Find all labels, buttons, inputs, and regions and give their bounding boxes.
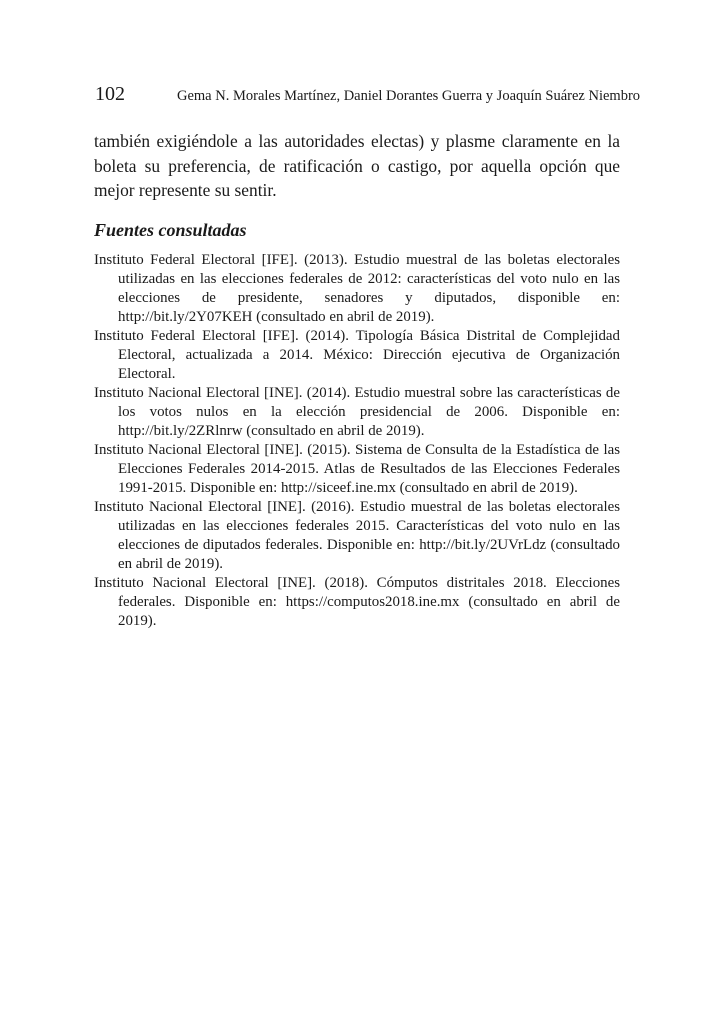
- body-paragraph: también exigiéndole a las autoridades electas) y plasme claramente en la boleta su preferencia, de ratificación o castigo, por aquella opción que mejor represente su sentir.: [94, 131, 620, 200]
- reference-item: Instituto Nacional Electoral [INE]. (2018). Cómputos distritales 2018. Elecciones federales. Disponible en: https://computos2018.ine.mx (consultado en abril de 2019).: [94, 575, 620, 629]
- reference-item: Instituto Nacional Electoral [INE]. (2016). Estudio muestral de las boletas electorales utilizadas en las elecciones federales 2015. Características del voto nulo en las elecciones de diputados federales. Disponible en: http://bit.ly/2UVrLdz (consultado en abril de 2019).: [94, 499, 620, 572]
- page-number: 102: [95, 83, 125, 105]
- section-heading: Fuentes consultadas: [94, 220, 247, 240]
- running-head: Gema N. Morales Martínez, Daniel Dorantes Guerra y Joaquín Suárez Niembro: [177, 88, 641, 104]
- reference-item: Instituto Nacional Electoral [INE]. (2014). Estudio muestral sobre las características de los votos nulos en la elección presidencial de 2006. Disponible en: http://bit.ly/2ZRlnrw (consultado en abril de 2019).: [94, 385, 620, 439]
- reference-item: Instituto Federal Electoral [IFE]. (2013). Estudio muestral de las boletas electorales utilizadas en las elecciones federales de 2012: características del voto nulo en las elecciones de presidente, senadores y diputados, disponible en: http://bit.ly/2Y07KEH (consultado en abril de 2019).: [94, 252, 620, 325]
- reference-item: Instituto Federal Electoral [IFE]. (2014). Tipología Básica Distrital de Complejidad Electoral, actualizada a 2014. México: Dirección ejecutiva de Organización Electoral.: [94, 328, 620, 382]
- reference-item: Instituto Nacional Electoral [INE]. (2015). Sistema de Consulta de la Estadística de las Elecciones Federales 2014-2015. Atlas de Resultados de las Elecciones Federales 1991-2015. Disponible en: http://siceef.ine.mx (consultado en abril de 2019).: [94, 442, 620, 496]
- reference-list: [94, 251, 620, 631]
